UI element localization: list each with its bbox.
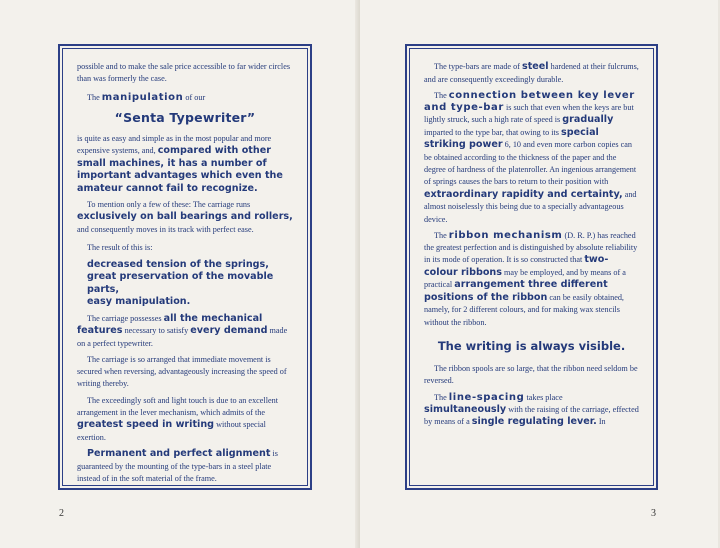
text: The — [87, 92, 102, 102]
paragraph — [424, 230, 639, 329]
text: The ribbon spools are so large, that the ribbon need seldom be reversed. — [424, 364, 638, 386]
text: is such that even when the keys are but lightly struck, such a high rate of speed is — [424, 103, 634, 125]
paragraph — [77, 199, 293, 236]
left-page-border — [58, 44, 312, 490]
text: made on a perfect typewriter. — [77, 326, 288, 348]
paragraph — [77, 395, 293, 444]
paragraph — [424, 61, 639, 86]
text: hardened at their fulcrums, and are consequently exceedingly durable. — [424, 62, 639, 84]
result-list — [87, 259, 293, 309]
paragraph — [424, 392, 639, 429]
paragraph — [77, 448, 293, 485]
text: with the raising of the carriage, effected by means of a — [424, 404, 639, 427]
left-page — [0, 0, 358, 548]
paragraph — [424, 90, 639, 226]
text: takes place — [524, 392, 563, 402]
emphasis: all the mechanical features — [77, 312, 263, 337]
text: without special exertion. — [77, 420, 266, 442]
headline: The writing is always visible. — [437, 339, 626, 354]
emphasis: connection between key lever and type-bar — [424, 89, 635, 114]
text: and almost noiselessly this being due to a specially advantageous device. — [424, 189, 637, 224]
emphasis: extraordinary rapidity and certainty, — [424, 188, 623, 200]
emphasis: line-spacing — [448, 391, 525, 403]
text: imparted to the type bar, that owing to its — [424, 127, 562, 137]
emphasis: simultaneously — [424, 403, 507, 415]
text: (D. R. P.) has reached the greatest perfection and is distinguished by absolute reliability in its mode of operation. It is so constructed that — [424, 230, 638, 265]
text: and consequently moves in its track with perfect ease. — [77, 224, 254, 234]
product-title: “Senta Typewriter” — [114, 109, 256, 125]
emphasis: two-colour ribbons — [424, 254, 609, 278]
emphasis: compared with other small machines, it has a number of important advantages which even the amateur cannot fail to recognize. — [77, 145, 283, 194]
right-page-text — [409, 48, 654, 486]
text: The carriage is so arranged that immediate movement is secured when reversing, advantageously increasing the speed of writing thereby. — [77, 354, 287, 389]
text: may be employed, and by means of a practical — [424, 267, 626, 290]
text: is quite as easy and simple as in the most popular and more expensive systems, and, — [77, 133, 272, 156]
paragraph — [77, 133, 293, 195]
emphasis: ribbon mechanism — [448, 229, 563, 241]
text: To mention only a few of these: The carriage runs — [87, 200, 251, 210]
page-number: 2 — [59, 508, 64, 519]
text: In — [596, 417, 606, 427]
list-item: decreased tension of the springs, — [87, 258, 269, 270]
left-page-text — [62, 48, 308, 486]
emphasis: Permanent and perfect alignment — [87, 448, 271, 460]
emphasis: exclusively on ball bearings and rollers, — [77, 211, 293, 223]
emphasis: steel — [521, 61, 549, 72]
text: The carriage possesses — [87, 313, 164, 323]
emphasis: manipulation — [101, 91, 184, 103]
paragraph — [77, 313, 293, 350]
text: of our — [183, 92, 206, 102]
text: The — [434, 230, 449, 240]
list-item: easy manipulation. — [87, 296, 191, 308]
text: The exceedingly soft and light touch is due to an excellent arrangement in the lever mechanism, which admits of the — [77, 395, 278, 418]
text: The type-bars are made of — [434, 62, 522, 71]
text: necessary to satisfy — [122, 326, 191, 336]
text: can be easily obtained, namely, for 2 different colours, and for making wax stencils without the ribbon. — [424, 292, 624, 327]
text: The — [434, 90, 449, 100]
emphasis: greatest speed in writing — [77, 419, 215, 431]
list-item: great preservation of the movable parts, — [87, 271, 274, 295]
emphasis: arrangement three different positions of the ribbon — [424, 279, 608, 303]
text: The result of this is: — [87, 243, 153, 253]
paragraph — [77, 92, 293, 104]
emphasis: special striking power — [424, 126, 599, 151]
text: The — [434, 392, 449, 402]
right-page-border — [405, 44, 658, 490]
emphasis: gradually — [562, 114, 614, 126]
paragraph — [77, 354, 293, 391]
text: possible and to make the sale price accessible to far wider circles than was formerly the case. — [77, 62, 291, 84]
right-page — [360, 0, 718, 548]
emphasis: every demand — [190, 325, 268, 337]
paragraph — [77, 61, 293, 86]
text: 6, 10 and even more carbon copies can be obtained according to the thickness of the paper and the degree of hardness of the platenroller. An ingenious arrangement of springs causes the bars to return to their position with — [424, 140, 637, 187]
emphasis: single regulating lever. — [471, 416, 597, 428]
paragraph — [77, 242, 293, 254]
text: is guaranteed by the mounting of the type-bars in a steel plate instead of in the soft material of the frame. — [77, 449, 278, 483]
page-number: 3 — [651, 508, 656, 519]
paragraph — [424, 363, 639, 388]
